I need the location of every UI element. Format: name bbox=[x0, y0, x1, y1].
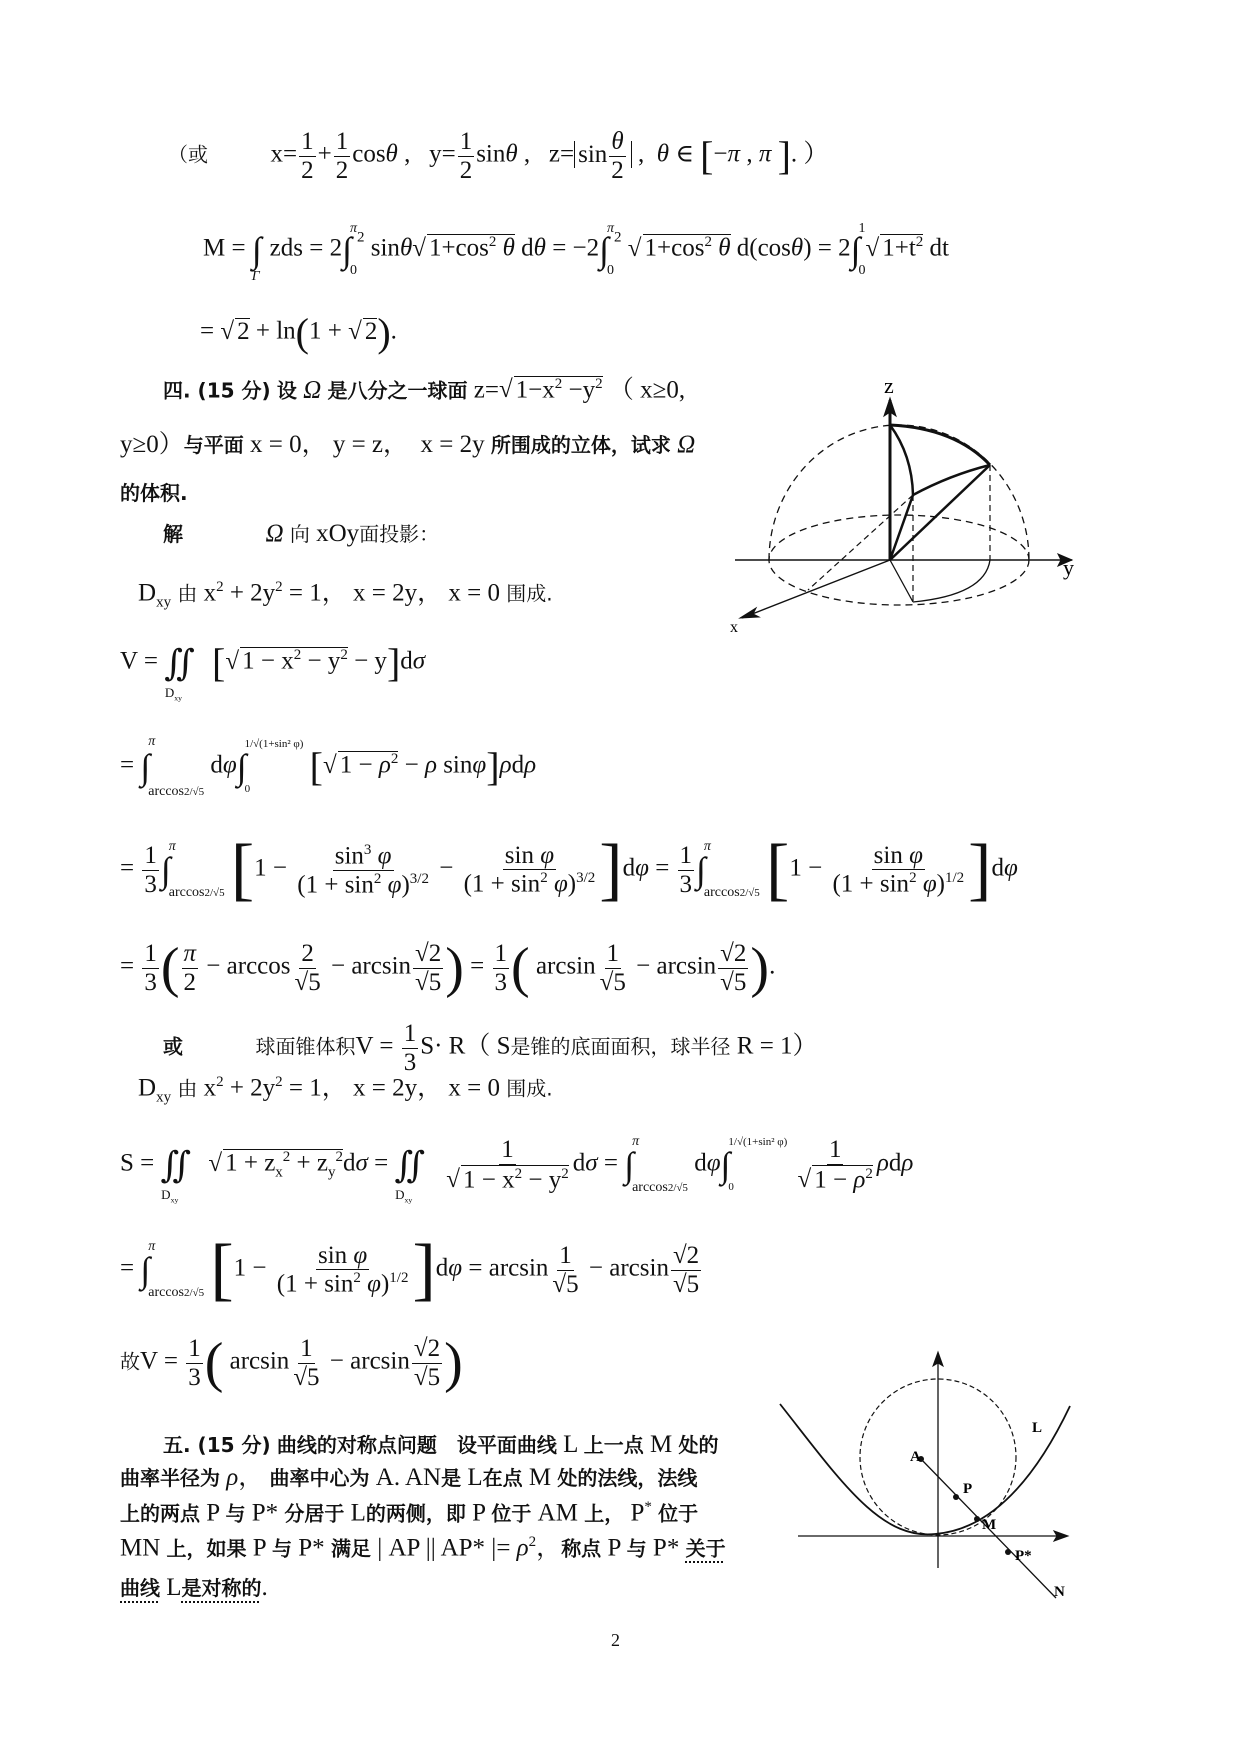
alt-domain: $D_{xy}$ 由 $x^2 + 2y^2 = 1$， x = 2y， x = 0 围成. bbox=[138, 1074, 553, 1106]
y-axis-label: y bbox=[1063, 555, 1074, 580]
alt-method: 或 球面锥体积V = $\frac{1}{3}$ S· R（ S是锥的底面面积，球半径 R = 1） bbox=[163, 1020, 818, 1076]
alt-label: 或 bbox=[163, 1034, 183, 1059]
domain-line: $D_{xy}$ 由 $x^2 + 2y^2 = 1$， x = 2y， x = 0 围成. bbox=[138, 579, 553, 611]
v-integral: $V = ∬_{D_{xy}}$[ √ $1 - x^2 - y^2 - y]d\sigma$ bbox=[120, 643, 425, 683]
problem5-line3: 上的两点 P 与 P* 分居于 L的两侧，即 P 位于 AM 上， P* 位于 bbox=[120, 1499, 699, 1527]
v-step3: = $\frac{1}{3}$ ∫ π arccos2/√5 [1 − $\frac{\sin^3 \varphi}{(1 + \sin^2 \varphi)^{3/2}}$ − $\frac{\text{sin φ}}{(1 + \sin^2 \varphi)^{3/2}}$ ]dφ = $\frac{1}{3}$ ∫ π arccos2/√5 [1 − $\frac{\text{sin φ}}{(1 + \sin^2 \varphi)^{1/2}}$ ]dφ bbox=[120, 831, 1018, 908]
problem4-heading: 四. (15 分) bbox=[163, 378, 271, 403]
figure-hemisphere bbox=[720, 370, 1080, 640]
alt-parametrization: （或 x= $\frac{1}{2}$ + $\frac{1}{2}$ cosθ , y= $\frac{1}{2}$ sinθ , z= sin $\frac{\theta}{2}$ , θ ∈ [−π , π ]. ） bbox=[168, 128, 829, 184]
label-N: N bbox=[1054, 1584, 1065, 1600]
label-L: L bbox=[1032, 1420, 1043, 1436]
problem4-line3: 的体积. bbox=[120, 481, 188, 505]
problem5-line4: MN 上，如果 P 与 P* 满足 | AP || AP* |= $\rho^2$，称点 P 与 P* 关于 bbox=[120, 1534, 726, 1562]
label-A: A bbox=[910, 1449, 921, 1465]
label-P: P bbox=[963, 1481, 973, 1497]
problem4-line1: 四. (15 分) 设 Ω 是八分之一球面 z= √ $1-x^2 -y^2$ （ x≥0, bbox=[163, 376, 685, 402]
x-axis-label: x bbox=[730, 619, 738, 636]
s-integral: $S = ∬_{D_{xy}}√$ $1 + z_x^2 + z_y^2d\sigma$ = $∬_{D_{xy}}$ 1 √ $1 - x^2 - y^2$ dσ = ∫ π arccos2/√5 dφ∫ 1/√(1+sin² φ) 0 1 √ $1 - \rho^2$ ρdρ bbox=[120, 1135, 913, 1195]
figure-curvature bbox=[770, 1340, 1080, 1610]
alt-prefix: （或 bbox=[168, 142, 208, 167]
problem5-line1: 五. (15 分) 曲线的对称点问题 设平面曲线 L 上一点 M 处的 bbox=[163, 1431, 719, 1458]
solution-projection: 解 Ω 向 xOy面投影： bbox=[163, 520, 440, 547]
z-axis-label: z bbox=[884, 373, 894, 398]
final-result: 故V = $\frac{1}{3}$ ( arcsin $\frac{1}{√5}$ − arcsin $\frac{√2}{√5}$ ) bbox=[120, 1332, 463, 1394]
mass-integral: $M = \int_\Gamma zds = 2\int$ π 0 $^2$ sinθ √ $1+\cos^2$ θ dθ = −2∫ π 0 $^2$ √ $1+\cos^2$ θ d(cosθ) = 2∫ 1 0 √ $1+t^2$ dt bbox=[203, 222, 949, 278]
page-number: 2 bbox=[611, 1630, 620, 1650]
label-P-star: P* bbox=[1015, 1548, 1032, 1564]
solution-label: 解 bbox=[163, 522, 183, 546]
s-result: = ∫ π arccos2/√5 [1 − $\frac{\text{sin φ}}{(1 + \sin^2 \varphi)^{1/2}}$ ]dφ = arcsin $\frac{1}{√5}$ − arcsin $\frac{√2}{√5}$ bbox=[120, 1231, 700, 1308]
v-polar: = ∫ π arccos2/√5 dφ∫ 1/√(1+sin² φ) 0 [ √ $1 - \rho^2 - \rho$ sinφ]ρdρ bbox=[120, 735, 536, 799]
mass-result: = √ 2 + ln(1 + √ 2). bbox=[200, 313, 397, 353]
problem5-line5: 曲线 L是对称的. bbox=[120, 1574, 268, 1601]
problem5-line2: 曲率半径为 ρ， 曲率中心为 A. AN是 L在点 M 处的法线，法线 bbox=[120, 1464, 698, 1491]
label-M: M bbox=[982, 1517, 997, 1533]
problem4-line2: y≥0）与平面 x = 0， y = z， x = 2y 所围成的立体，试求 Ω bbox=[120, 431, 696, 458]
problem5-heading: 五. (15 分) bbox=[163, 1433, 271, 1457]
v-step4: = $\frac{1}{3}$ ( $\frac{\pi}{2}$ − arccos $\frac{2}{√5}$ − arcsin $\frac{√2}{√5}$ ) = $\frac{1}{3}$ ( arcsin $\frac{1}{√5}$ − arcsin $\frac{√2}{√5}$ ). bbox=[120, 937, 776, 999]
